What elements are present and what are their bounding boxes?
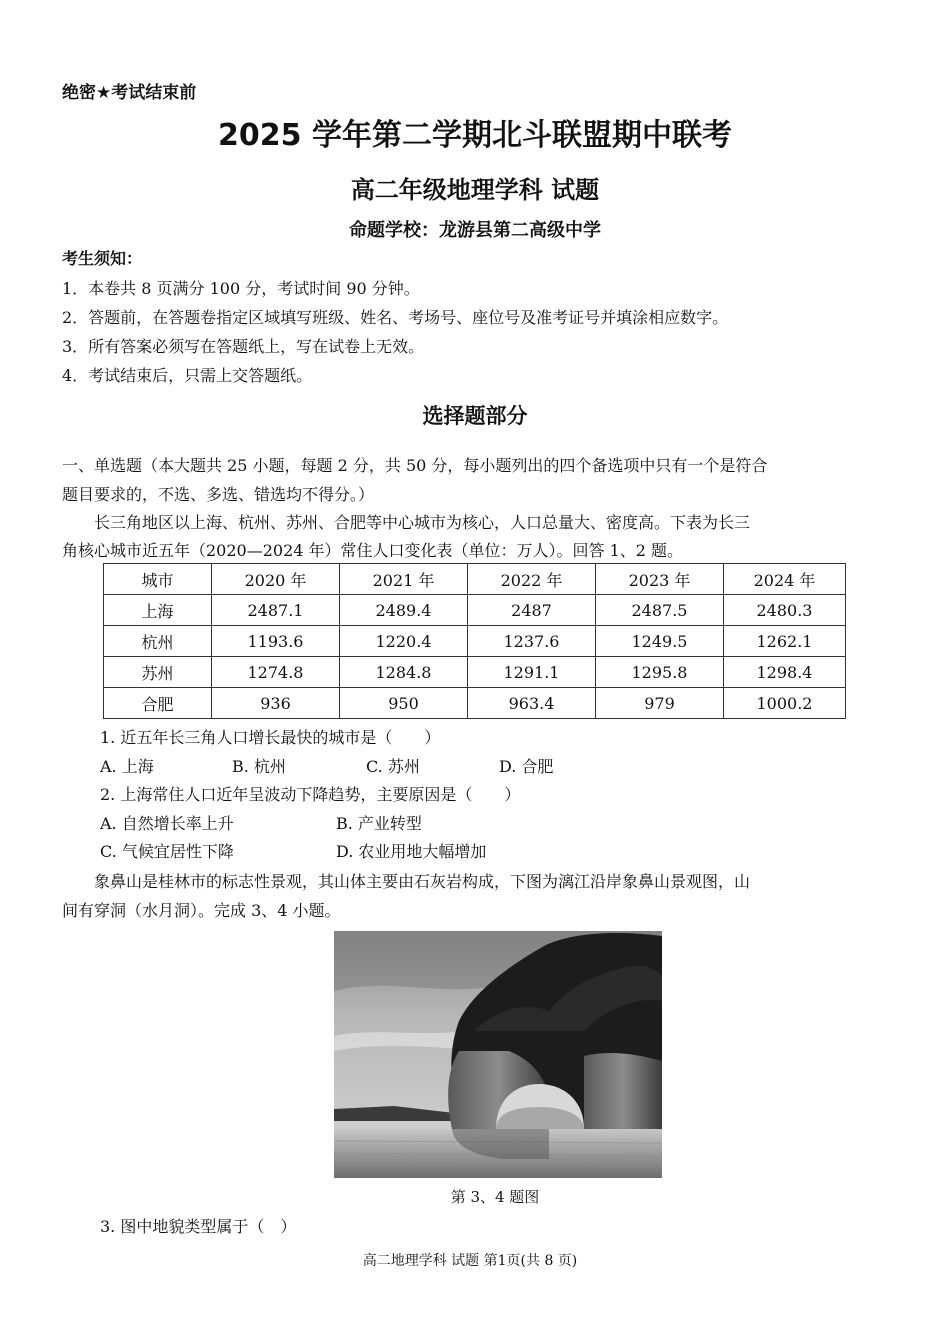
- section-title: 选择题部分: [422, 404, 528, 428]
- table-cell: 950: [340, 688, 468, 719]
- table-cell: 2487.1: [212, 595, 340, 626]
- notice-heading: 考生须知：: [62, 249, 143, 268]
- table-cell: 2480.3: [724, 595, 846, 626]
- question-1-option-a: A. 上海: [100, 757, 154, 776]
- table-cell: 上海: [104, 595, 212, 626]
- passage2-line-1: 象鼻山是桂林市的标志性景观，其山体主要由石灰岩构成，下图为漓江沿岸象鼻山景观图，山: [94, 872, 751, 891]
- table-header-cell: 2021 年: [340, 564, 468, 595]
- question-1-option-c: C. 苏州: [366, 757, 420, 776]
- table-cell: 1291.1: [468, 657, 596, 688]
- instructions-line-2: 题目要求的，不选、多选、错选均不得分。）: [62, 485, 375, 504]
- question-2-option-d: D. 农业用地大幅增加: [336, 842, 487, 861]
- table-cell: 1262.1: [724, 626, 846, 657]
- table-row: [104, 595, 846, 626]
- table-cell: 936: [212, 688, 340, 719]
- table-cell: 1193.6: [212, 626, 340, 657]
- table-header-cell: 2020 年: [212, 564, 340, 595]
- table-header-row: [104, 564, 846, 595]
- table-header-cell: 2023 年: [596, 564, 724, 595]
- population-table: [103, 563, 846, 719]
- table-header-cell: 2024 年: [724, 564, 846, 595]
- table-header-cell: 2022 年: [468, 564, 596, 595]
- table-cell: 963.4: [468, 688, 596, 719]
- exam-subtitle: 高二年级地理学科 试题: [350, 176, 600, 204]
- question-1-option-b: B. 杭州: [232, 757, 286, 776]
- table-cell: 苏州: [104, 657, 212, 688]
- confidential-label: 绝密★考试结束前: [62, 83, 197, 103]
- table-cell: 1249.5: [596, 626, 724, 657]
- table-row: [104, 688, 846, 719]
- table-cell: 2487: [468, 595, 596, 626]
- question-2-stem: 2. 上海常住人口近年呈波动下降趋势，主要原因是（ ）: [100, 785, 521, 804]
- table-cell: 1000.2: [724, 688, 846, 719]
- table-cell: 1237.6: [468, 626, 596, 657]
- page-footer: 高二地理学科 试题 第1页(共 8 页): [362, 1253, 578, 1269]
- table-cell: 2487.5: [596, 595, 724, 626]
- question-1-option-d: D. 合肥: [499, 757, 554, 776]
- notice-item-1: 1．本卷共 8 页满分 100 分，考试时间 90 分钟。: [62, 279, 420, 298]
- table-cell: 1295.8: [596, 657, 724, 688]
- table-cell: 2489.4: [340, 595, 468, 626]
- elephant-trunk-hill-photo: [334, 931, 662, 1178]
- passage2-line-2: 间有穿洞（水月洞）。完成 3、4 小题。: [62, 901, 341, 920]
- passage1-line-2: 角核心城市近五年（2020—2024 年）常住人口变化表（单位：万人）。回答 1、2 题。: [62, 541, 684, 560]
- instructions-line-1: 一、单选题（本大题共 25 小题，每题 2 分，共 50 分，每小题列出的四个备选项中只有一个是符合: [62, 456, 768, 475]
- table-cell: 979: [596, 688, 724, 719]
- table-cell: 1274.8: [212, 657, 340, 688]
- question-2-option-a: A. 自然增长率上升: [100, 814, 234, 833]
- question-2-option-b: B. 产业转型: [336, 814, 422, 833]
- question-2-option-c: C. 气候宜居性下降: [100, 842, 234, 861]
- notice-item-2: 2．答题前，在答题卷指定区域填写班级、姓名、考场号、座位号及准考证号并填涂相应数字。: [62, 308, 729, 327]
- table-row: [104, 657, 846, 688]
- table-cell: 1284.8: [340, 657, 468, 688]
- table-cell: 合肥: [104, 688, 212, 719]
- passage1-line-1: 长三角地区以上海、杭州、苏州、合肥等中心城市为核心，人口总量大、密度高。下表为长三: [94, 513, 751, 532]
- table-header-cell: 城市: [104, 564, 212, 595]
- exam-title: 2025 学年第二学期北斗联盟期中联考: [218, 118, 732, 153]
- table-cell: 杭州: [104, 626, 212, 657]
- question-1-stem: 1. 近五年长三角人口增长最快的城市是（ ）: [100, 728, 441, 747]
- question-3-stem: 3. 图中地貌类型属于（ ）: [100, 1217, 297, 1236]
- notice-item-3: 3．所有答案必须写在答题纸上，写在试卷上无效。: [62, 337, 425, 356]
- table-row: [104, 626, 846, 657]
- figure-caption: 第 3、4 题图: [450, 1188, 540, 1206]
- table-cell: 1298.4: [724, 657, 846, 688]
- notice-item-4: 4．考试结束后，只需上交答题纸。: [62, 366, 313, 385]
- setter-school: 命题学校：龙游县第二高级中学: [349, 220, 601, 241]
- table-cell: 1220.4: [340, 626, 468, 657]
